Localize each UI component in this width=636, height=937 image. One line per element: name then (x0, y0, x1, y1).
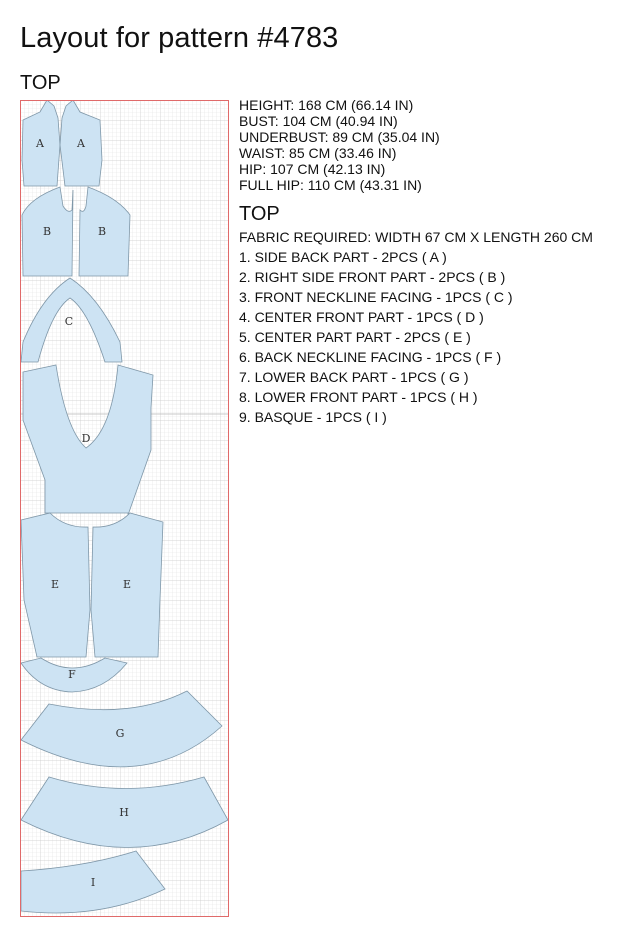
piece-label-f: F (68, 668, 76, 681)
piece-list-item: 4. CENTER FRONT PART - 1PCS ( D ) (239, 309, 484, 325)
pattern-layout-board (20, 100, 229, 917)
measurements-list (239, 97, 634, 193)
piece-label-a-left: A (36, 137, 44, 150)
measurement-waist: WAIST: 85 CM (33.46 IN) (239, 145, 397, 161)
piece-list-item: 7. LOWER BACK PART - 1PCS ( G ) (239, 369, 469, 385)
piece-label-d: D (81, 432, 91, 445)
piece-list-item: 8. LOWER FRONT PART - 1PCS ( H ) (239, 389, 478, 405)
piece-label-c: C (64, 315, 74, 328)
info-panel (239, 97, 634, 427)
piece-list-item: 3. FRONT NECKLINE FACING - 1PCS ( C ) (239, 289, 513, 305)
piece-list-item: 2. RIGHT SIDE FRONT PART - 2PCS ( B ) (239, 269, 506, 285)
piece-list-item: 9. BASQUE - 1PCS ( I ) (239, 409, 387, 425)
piece-list (239, 247, 634, 427)
fabric-required: FABRIC REQUIRED: WIDTH 67 CM X LENGTH 260 CM (239, 229, 593, 245)
measurement-height: HEIGHT: 168 CM (66.14 IN) (239, 97, 414, 113)
page-title: Layout for pattern #4783 (20, 22, 339, 54)
piece-label-a-right: A (77, 137, 85, 150)
piece-label-i: I (90, 876, 96, 889)
measurement-underbust: UNDERBUST: 89 CM (35.04 IN) (239, 129, 440, 145)
measurement-bust: BUST: 104 CM (40.94 IN) (239, 113, 398, 129)
piece-list-item: 6. BACK NECKLINE FACING - 1PCS ( F ) (239, 349, 502, 365)
piece-label-b-right: B (97, 225, 107, 238)
measurement-hip: HIP: 107 CM (42.13 IN) (239, 161, 386, 177)
pattern-layout-svg (20, 100, 229, 917)
section-title: TOP (20, 72, 61, 94)
piece-label-e-right: E (122, 578, 132, 591)
measurement-full-hip: FULL HIP: 110 CM (43.31 IN) (239, 177, 422, 193)
piece-list-item: 5. CENTER PART PART - 2PCS ( E ) (239, 329, 471, 345)
piece-label-e-left: E (50, 578, 60, 591)
piece-label-b-left: B (42, 225, 52, 238)
piece-label-h: H (119, 806, 129, 819)
info-heading: TOP (239, 203, 280, 225)
piece-label-g: G (115, 727, 125, 740)
piece-list-item: 1. SIDE BACK PART - 2PCS ( A ) (239, 249, 447, 265)
